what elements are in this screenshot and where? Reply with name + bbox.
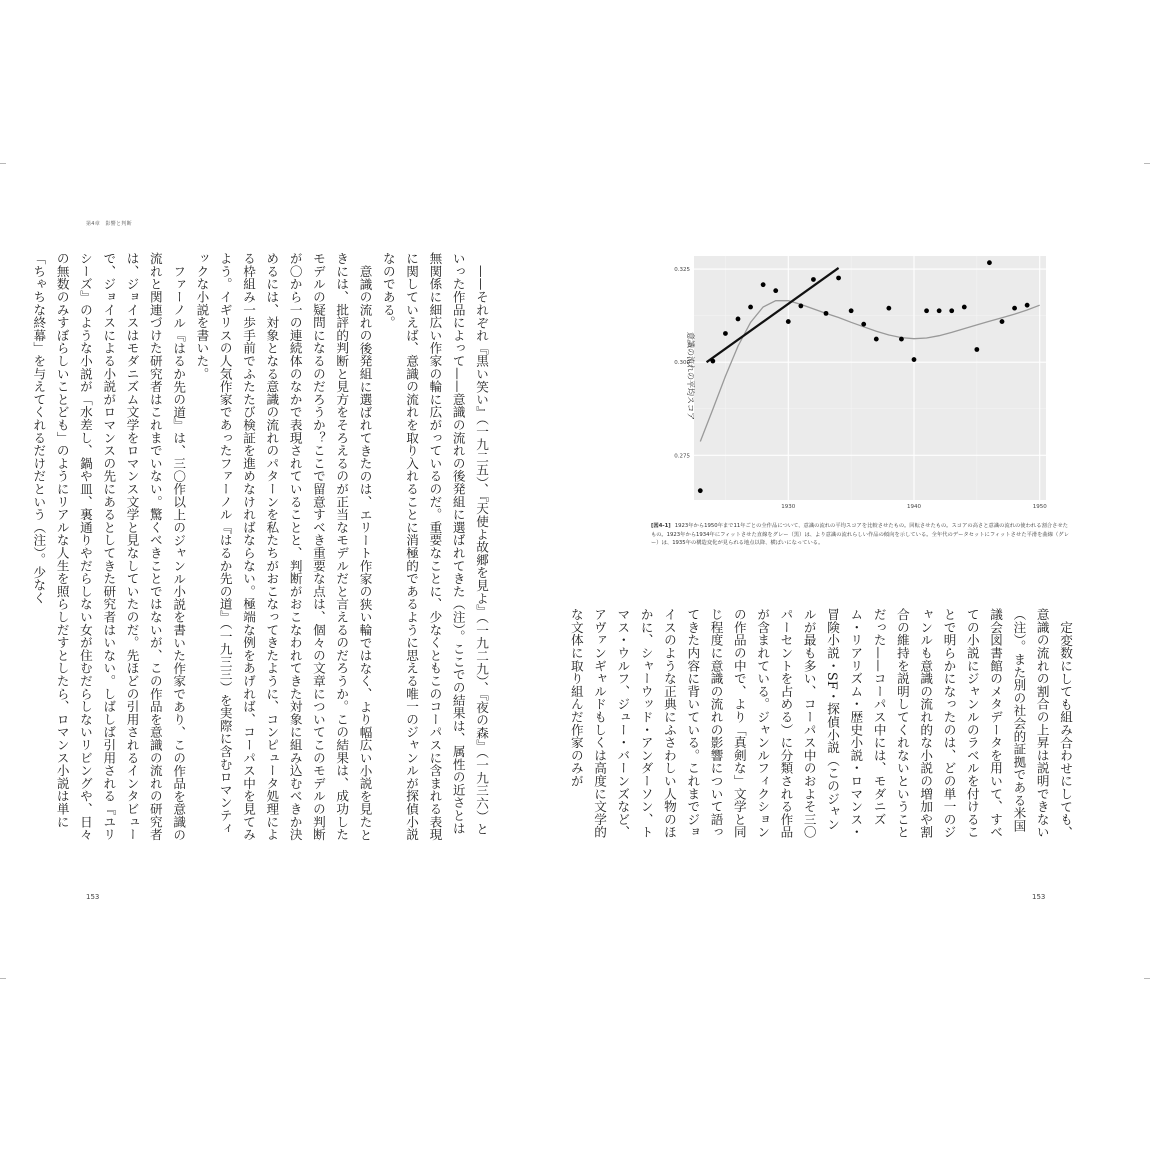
body-text-right	[568, 608, 1077, 842]
data-point	[1025, 303, 1030, 308]
data-point	[987, 260, 992, 265]
page-number-left: 153	[86, 893, 100, 901]
running-head: 第4章 影響と判断	[86, 221, 132, 227]
data-point	[949, 308, 954, 313]
data-point	[811, 277, 816, 282]
data-point	[1012, 306, 1017, 311]
paragraph: 定変数にしても組み合わせにしても、意識の流れの割合の上昇は説明できない（注）。また別の社会的証拠である米国議会図書館のメタデータを用いて、すべての小説にジャンルのラベルを付けることで明らかになったのは、どの単一のジャンルも意識の流れ的な小説の増加や割合の維持を説明してくれないということだった——コーパス中には、モダニズム・リアリズム・歴史小説・ロマンス・冒険小説・SF・探偵小説（このジャンルが最も多い、コーパス中のおよそ三〇パーセントを占める）に分類される作品が含まれている。ジャンルフィクションの作品の中で、より「真剣な」文学と同じ程度に意識の流れの影響について語ってきた内容に背いている。これまでジョイスのような正典にふさわしい人物のほかに、シャーウッド・アンダーソン、トマス・ウルフ、ジュー・バーンズなど、アヴァンギャルドもしくは高度に文学的な文体に取り組んだ作家のみが	[568, 608, 1073, 839]
figure-caption	[651, 522, 1071, 548]
x-tick-label: 1940	[907, 504, 921, 510]
crop-mark	[1144, 978, 1150, 979]
crop-mark	[0, 163, 6, 164]
data-point	[924, 308, 929, 313]
data-point	[761, 282, 766, 287]
y-tick-label: 0.275	[674, 453, 690, 460]
y-tick-label: 0.325	[674, 267, 690, 274]
data-point	[874, 337, 879, 342]
data-point	[710, 359, 715, 364]
crop-mark	[0, 978, 6, 979]
data-point	[937, 308, 942, 313]
x-tick-label: 1950	[1032, 504, 1047, 510]
data-point	[736, 317, 741, 322]
data-point	[824, 311, 829, 316]
data-point	[962, 305, 967, 310]
y-axis-label: 意識の流れの平均スコア	[686, 332, 695, 420]
data-point	[886, 306, 891, 311]
data-point	[836, 276, 841, 281]
y-tick-label: 0.300	[674, 360, 690, 367]
data-point	[912, 357, 917, 362]
crop-mark	[1144, 163, 1150, 164]
body-text-left	[31, 252, 493, 842]
figure-label: [図4-1]	[651, 523, 671, 529]
data-point	[748, 305, 753, 310]
paragraph: ——それぞれ『黒い笑い』（一九二五）、『天使よ故郷を見よ』（一九二九）、『夜の森』（一九三六）といった作品によって——意識の流れの後発組に選ばれてきた（注）。ここでの結果は、属性の近さとは無関係に細広い作家の輪に広がっているのだ。重要なことに、少なくともこのコーパスに含まれる表現に関していえば、意識の流れを取り入れることに消極的であるように思える唯一のジャンルが探偵小説なのである。	[380, 252, 489, 841]
scatter-chart	[661, 246, 1081, 521]
x-tick-label: 1930	[781, 504, 796, 510]
data-point	[798, 304, 803, 309]
figure-chart	[661, 246, 1081, 521]
data-point	[1000, 319, 1005, 324]
page-number-right: 153	[1032, 893, 1046, 901]
data-point	[773, 288, 778, 293]
paragraph: ファーノル『はるか先の道』は、三〇作以上のジャンル小説を書いた作家であり、この作品を意識の流れと関連づけた研究者はこれまでいない。驚くべきことではないが、この作品を意識の流れの研究者は、ジョイスはモダニズム文学をロマンス文学と見なしていたのだ。先ほどの引用されるインタビューで、ジョイスによる小説がロマンスの先にあるとしてきた研究者はいない。しばしば引用される『ユリシーズ』のような小説が「水差し、鍋や皿、裏通りやだらしない女が住むだらしないリビングや、日々の無数のみすぼらしいことども」のようにリアルな人生を照らしだすとしたら、ロマンス小説は単に「ちゃちな終幕」を与えてくれるだけだという（注）。少なく	[31, 252, 187, 841]
data-point	[786, 319, 791, 324]
data-point	[849, 308, 854, 313]
paragraph: 意識の流れの後発組に選ばれてきたのは、エリート作家の狭い輪ではなく、より幅広い小説を見たときには、批評的判断と見方をそろえるのが正当なモデルだと言えるのだろうか。この結果は、成功したモデルの疑問になるのだろうか？ここで留意すべき重要な点は、個々の文章についてこのモデルの判断が〇から一の連続体のなかで表現されていることと、判断がおこなわれてきた対象に組み込むべきか決めるには、対象となる意識の流れのパターンを私たちがおこなってきたように、コンピュータ処理による枠組み一歩手前でふたたび検証を進めなければならない。極端な例をあげれば、コーパス中を見てみよう。イギリスの人気作家であったファーノル『はるか先の道』（一九三三）を実際に含むロマンティックな小説を書いた。	[194, 252, 373, 841]
data-point	[861, 322, 866, 327]
right-page	[568, 0, 1150, 1150]
data-point	[974, 347, 979, 352]
data-point	[899, 337, 904, 342]
data-point	[723, 331, 728, 336]
caption-text: 1923年から1950年まで11年ごとの全作品について、意識の流れの平均スコアを比較させたもの。回転させたもの。スコアの高さと意識の流れの使われる割合させたもの。1923年から1934年にフィットさせた直線をグレー（黒）は、より意識の流れらしい作品の傾向を示している。全年代のデータセットにフィットさせた平滑を曲線（グレー）は、1935年の構造変化が見られる地点以降、横ばいになっている。	[651, 523, 1069, 547]
data-point	[698, 488, 703, 493]
plot-panel	[694, 256, 1046, 500]
